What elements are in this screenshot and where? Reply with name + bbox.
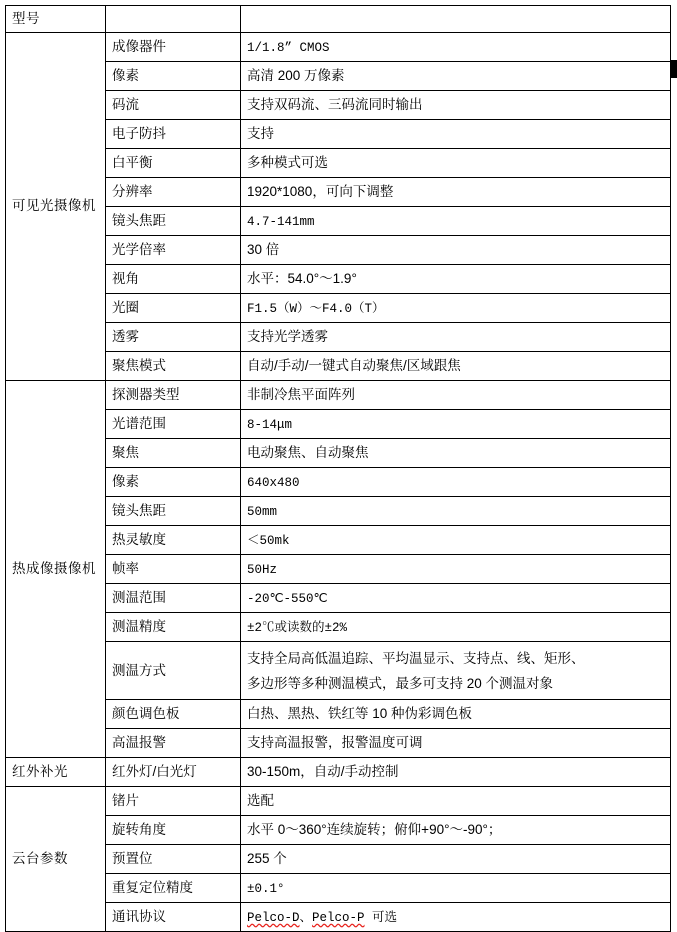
parameter-value-text: 1/1.8” CMOS: [247, 40, 330, 55]
parameter-value: [241, 381, 671, 410]
parameter-name: 聚焦: [106, 439, 241, 468]
parameter-value: [241, 845, 671, 874]
table-row: [6, 207, 671, 236]
parameter-value-text: 支持光学透雾: [247, 329, 328, 345]
parameter-value: [241, 584, 671, 613]
parameter-name: 预置位: [106, 845, 241, 874]
parameter-name: 测温精度: [106, 613, 241, 642]
model-label-spacer: [106, 6, 241, 33]
table-row: [6, 758, 671, 787]
table-row: [6, 323, 671, 352]
parameter-value: [241, 729, 671, 758]
table-row: [6, 903, 671, 932]
parameter-value-text: 30 倍: [247, 242, 280, 258]
parameter-name: 通讯协议: [106, 903, 241, 932]
group-label-text: 可见光摄像机: [12, 198, 96, 214]
table-row: [6, 381, 671, 410]
parameter-value-text: 255 个: [247, 851, 287, 867]
parameter-value: [241, 758, 671, 787]
parameter-value: [241, 120, 671, 149]
parameter-value: [241, 33, 671, 62]
parameter-name: 高温报警: [106, 729, 241, 758]
parameter-name: 白平衡: [106, 149, 241, 178]
value-text: 、: [299, 910, 313, 925]
parameter-value-line: 支持全局高低温追踪、平均温显示、支持点、线、矩形、: [247, 650, 585, 666]
parameter-value: [241, 91, 671, 120]
parameter-name: 镜头焦距: [106, 497, 241, 526]
parameter-value: [241, 468, 671, 497]
parameter-value-text: 支持: [247, 126, 274, 142]
parameter-name: 光谱范围: [106, 410, 241, 439]
parameter-name: 聚焦模式: [106, 352, 241, 381]
parameter-name: 像素: [106, 62, 241, 91]
table-row-model: [6, 6, 671, 33]
table-row: [6, 613, 671, 642]
parameter-value: [241, 178, 671, 207]
table-row: [6, 497, 671, 526]
specifications-table: [5, 5, 671, 932]
table-row: [6, 120, 671, 149]
table-row: [6, 642, 671, 700]
parameter-value: [241, 439, 671, 468]
parameter-name: 视角: [106, 265, 241, 294]
parameter-value-text: 选配: [247, 793, 274, 809]
parameter-value: [241, 352, 671, 381]
table-row: [6, 91, 671, 120]
table-row: [6, 352, 671, 381]
parameter-value-text: 白热、黑热、铁红等 10 种伪彩调色板: [247, 706, 473, 722]
parameter-name: 成像器件: [106, 33, 241, 62]
parameter-name: 探测器类型: [106, 381, 241, 410]
parameter-name: 热灵敏度: [106, 526, 241, 555]
parameter-value: [241, 903, 671, 932]
parameter-value: [241, 874, 671, 903]
parameter-value-text: 电动聚焦、自动聚焦: [247, 445, 369, 461]
section-group-label: [6, 381, 106, 758]
table-row: [6, 33, 671, 62]
table-row: [6, 178, 671, 207]
parameter-name: 测温方式: [106, 642, 241, 700]
parameter-value-text: 640x480: [247, 475, 300, 490]
table-row: [6, 410, 671, 439]
parameter-value: [241, 497, 671, 526]
table-row: [6, 468, 671, 497]
parameter-value-text: 水平 0～360°连续旋转；俯仰+90°～-90°；: [247, 822, 502, 838]
parameter-name: 电子防抖: [106, 120, 241, 149]
table-row: [6, 526, 671, 555]
parameter-value-text: 多种模式可选: [247, 155, 328, 171]
parameter-value: [241, 265, 671, 294]
parameter-name: 镜头焦距: [106, 207, 241, 236]
parameter-value: [241, 149, 671, 178]
parameter-value-line: 多边形等多种测温模式，最多可支持 20 个测温对象: [247, 675, 554, 691]
table-row: [6, 265, 671, 294]
parameter-value-text: 8-14μm: [247, 417, 293, 432]
parameter-name: 像素: [106, 468, 241, 497]
parameter-value-text: 非制冷焦平面阵列: [247, 387, 355, 403]
table-body: [6, 6, 671, 932]
table-row: [6, 149, 671, 178]
parameter-value: [241, 207, 671, 236]
parameter-value: [241, 236, 671, 265]
parameter-value-text: 30-150m，自动/手动控制: [247, 764, 399, 780]
parameter-value: [241, 410, 671, 439]
parameter-value: [241, 555, 671, 584]
model-label: 型号: [6, 6, 106, 33]
parameter-value-text: 1920*1080，可向下调整: [247, 184, 394, 200]
parameter-value-text: 50Hz: [247, 562, 278, 577]
parameter-value-text: 高清 200 万像素: [247, 68, 345, 84]
parameter-value: [241, 787, 671, 816]
group-label-text: 红外补光: [12, 763, 68, 779]
parameter-name: 光学倍率: [106, 236, 241, 265]
parameter-name: 帧率: [106, 555, 241, 584]
parameter-value-text: ±0.1°: [247, 881, 285, 896]
parameter-value-multiline: [247, 645, 664, 697]
group-label-text: 热成像摄像机: [12, 560, 96, 576]
parameter-value: [241, 526, 671, 555]
parameter-value: [241, 642, 671, 700]
table-row: [6, 62, 671, 91]
table-row: [6, 816, 671, 845]
parameter-name: 光圈: [106, 294, 241, 323]
value-text: 可选: [364, 910, 398, 925]
parameter-name: 分辨率: [106, 178, 241, 207]
parameter-name: 旋转角度: [106, 816, 241, 845]
table-row: [6, 787, 671, 816]
section-group-label: [6, 758, 106, 787]
group-label-text: 云台参数: [12, 850, 68, 866]
table-row: [6, 294, 671, 323]
parameter-value-text: ±2℃或读数的±2%: [247, 620, 348, 635]
spellchecked-term: Pelco-P: [312, 910, 365, 925]
scroll-marker: [670, 60, 677, 78]
parameter-name: 透雾: [106, 323, 241, 352]
parameter-name: 重复定位精度: [106, 874, 241, 903]
parameter-value-text: 支持双码流、三码流同时输出: [247, 97, 423, 113]
parameter-name: 码流: [106, 91, 241, 120]
parameter-value: [241, 816, 671, 845]
parameter-value: [241, 62, 671, 91]
parameter-value: [241, 294, 671, 323]
parameter-value-text: 水平：54.0°～1.9°: [247, 271, 357, 287]
table-row: [6, 439, 671, 468]
parameter-value-text: F1.5（W）～F4.0（T）: [247, 301, 385, 316]
parameter-value: [241, 323, 671, 352]
parameter-name: 红外灯/白光灯: [106, 758, 241, 787]
section-group-label: [6, 33, 106, 381]
table-row: [6, 236, 671, 265]
spellchecked-term: Pelco-D: [247, 910, 300, 925]
parameter-name: 锗片: [106, 787, 241, 816]
parameter-value: [241, 700, 671, 729]
parameter-value-text: 4.7-141mm: [247, 214, 315, 229]
parameter-name: 测温范围: [106, 584, 241, 613]
table-row: [6, 555, 671, 584]
parameter-value-rich: [247, 911, 397, 925]
parameter-value-text: 支持高温报警，报警温度可调: [247, 735, 423, 751]
model-value: [241, 6, 671, 33]
table-row: [6, 874, 671, 903]
table-row: [6, 584, 671, 613]
parameter-value-text: ＜50mk: [247, 533, 290, 548]
parameter-value-text: 50mm: [247, 504, 278, 519]
table-row: [6, 845, 671, 874]
section-group-label: [6, 787, 106, 932]
parameter-value-text: 自动/手动/一键式自动聚焦/区域跟焦: [247, 358, 461, 374]
table-row: [6, 700, 671, 729]
parameter-value-text: -20℃-550℃: [247, 591, 328, 606]
table-row: [6, 729, 671, 758]
parameter-name: 颜色调色板: [106, 700, 241, 729]
parameter-value: [241, 613, 671, 642]
